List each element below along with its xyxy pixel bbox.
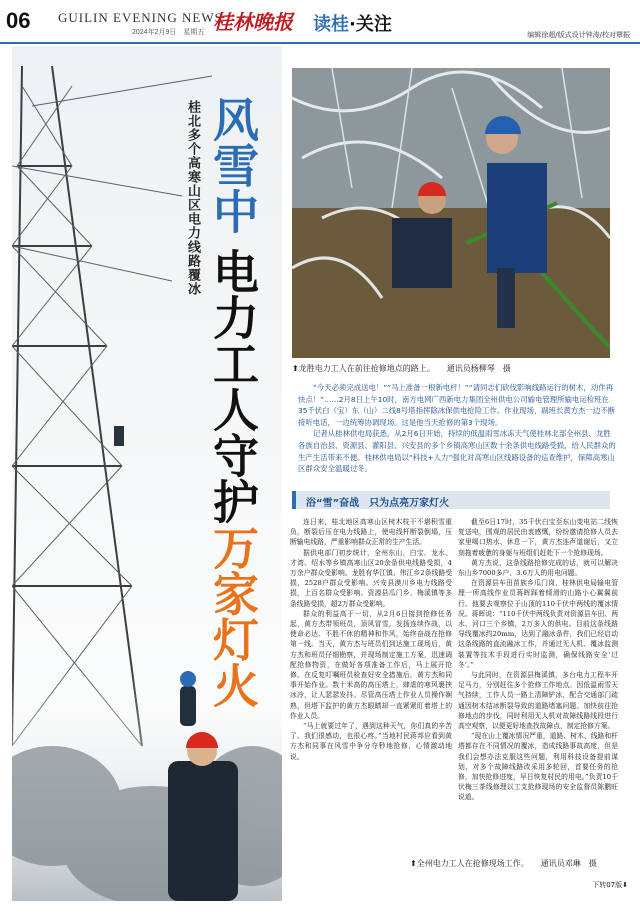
- headline-kicker: 桂北多个高寒山区电力线路覆冰: [185, 100, 200, 296]
- section-title: [313, 10, 392, 36]
- headline: [208, 96, 258, 708]
- body-paragraph: “马上就要过年了，遇到这种天气，你们真的辛苦了。我们很感动，也很心疼。”当地村民蒋邦应看到黄方杰和同事在风雪中争分夺秒地抢修，心情激动地说。: [290, 722, 452, 761]
- editor-credits: 编辑徐超/版式设计钟涛/校对覃振: [527, 31, 630, 39]
- body-paragraph: 与此同时，在资源县梅溪镇，多台电力工程车开足马力，分别赶往多个抢修工作地点。因低温雨雪天气持续，工作人员一路上清障铲冰，配合交通部门疏通因树木结冰断裂导致的道路堵塞问题。加快前往抢修地点的步伐，同时利用无人机对故障线路线段进行高空观察，以便更好地查找故障点，制定抢修方案。: [458, 671, 618, 731]
- body-paragraph: “现在山上覆冰情况严重，道路、树木、线路和杆塔都存在不同情况的覆冰，造成线路事故高度，但是我们会想办法克服这些问题，利用科技设备提前谋划，对多个故障线路改采用多轮回，首要任务的抢修，加快抢修进度，早日恢复村民的用电。”负责10千伏梅三茶线修理以工支抢修现场的安全监督员陈鹏旺说道。: [458, 732, 618, 802]
- continued-on-page: 下转07版⬇: [592, 881, 628, 889]
- body-column-1: [290, 517, 452, 762]
- headline-part3: 万家灯火: [206, 524, 260, 708]
- subheading: 浴“雪”奋战 只为点亮万家灯火: [292, 491, 610, 509]
- headline-part2: 电力工人守护: [206, 248, 260, 524]
- headline-part1: 风雪中: [206, 96, 260, 234]
- body-paragraph: 黄方杰说，这条线路抢修完成的话，就可以解决东山乡7000多户、3.6万人的用电问题。: [458, 558, 618, 578]
- body-paragraph: 截至6日17时，35千伏白宝至东山变电站二线恢复送电，围观的居民由衷感慨，纷纷邀请抢修人员去家里喝口热水、休息一下，黄方杰连声道谢后，又立刻拖着疲惫的身躯与班组们赶赴下一个抢修现场。: [458, 518, 618, 557]
- masthead: [0, 0, 640, 44]
- body-paragraph: 连日来，桂北地区高寒山区树木枝干不堪积雪重负，断裂后压在电力线路上，使电线杆断裂倒塌，压断输电线路，严重影响群众正常的生产生活。: [290, 518, 452, 547]
- lead-paragraph: 记者从桂林供电局获悉，从2月6日开始，持续的低温雨雪冰冻天气使桂林北部全州县、龙胜各族自治县、资源县、灌阳县、兴安县的多个乡镇高寒山区数十余条供电线路受损，给人民群众的生产生活带来不便。桂林供电局以“科技+人力”强化对高寒山区线路设备的巡查维护，保障高寒山区群众安全温暖过冬。: [298, 429, 616, 474]
- photo1-caption: ⬆龙胜电力工人在前往抢修地点的路上。 通讯员杨柳琴 摄: [292, 364, 511, 373]
- body-column-2: [458, 517, 618, 803]
- main-photo: [292, 68, 610, 358]
- issue-date: 2024年2月9日 星期五: [132, 29, 205, 36]
- paper-name-en: GUILIN EVENING NEWS: [58, 10, 223, 25]
- photo2-caption: ⬆全州电力工人在抢修现场工作。 通讯员邓琳 摄: [410, 859, 597, 868]
- body-paragraph: 据供电部门初步统计，全州东山、白宝、龙水、才湾、绍水等乡镇高寒山区20余条供电线路受损，4万余户群众受影响。龙胜有华江镇、伟江乡2条线路受损，2528户群众受影响。兴安县漠川乡电力线路受损，上百名群众受影响。资源县瓜门乡、梅溪镇等多条线路受损，超2万群众受影响。: [290, 548, 452, 608]
- body-paragraph: 在资源县车田苗族乡瓜门岗，桂林供电局输电管理一所高线作业员蒋晖踩着倾滑的山路小心翼翼前行。他要去观察位于山顶的110千伏中两线的覆冰情况。蒋晖说：“110千伏中两线负责对资源县车田、两水、河口三个乡镇，2万多人的供电。目前这条线路导线覆冰约20mm，达到了融冰条件，我们已经启动这条线路的直流融冰工作，并通过无人机、覆冰监测装置等技术手段进行实时监测，确保线路安全‘过冬’。”: [458, 579, 618, 669]
- paper-logo: 桂林晚报: [213, 10, 293, 34]
- section-suffix: ·关注: [349, 14, 392, 35]
- section-prefix: 读桂: [313, 14, 349, 35]
- lead-paragraphs: [298, 382, 616, 475]
- page-number: 06: [6, 8, 31, 33]
- lead-paragraph: “今天必须完成送电！”“马上准备一根新电杆！”“请同志们砍伐影响线路运行的树木，动作再快点！”……2月8日上午10时，南方电网广西新电力集团全州供电公司输电管理所输电运检班在35千伏白（宝）东（山）二线8号塔指挥除冰保供电抢险工作。作业现场，副班长黄方杰一边不断接听电话，一边统筹协调现场。这是他当天抢修的第3个现场。: [298, 383, 616, 427]
- body-paragraph: 群众的利益高于一切，从2月6日接到抢修任务起，黄方杰带领班员，顶风冒雪，发扬连续作战，以使命必达、不胜不休的精神和作风，始终奋战在抢修第一线。当天，黄方杰与班员们到达施工现场后，黄方杰和班员仔细勘察，并现场制定施工方案，迅速调配抢修物资，在做好各项准备工作后，马上展开抢修。在反复叮嘱班员检查好安全措施后，黄方杰和同事开始作业。数十米高的高压塔上，肆虐的寒风裹挟冰冷，让人瑟瑟发抖。尽管高压塔上作业人员操作娴熟，但塔下监护的黄方杰眼睛却一直紧紧盯着塔上的作业人员。: [290, 609, 452, 720]
